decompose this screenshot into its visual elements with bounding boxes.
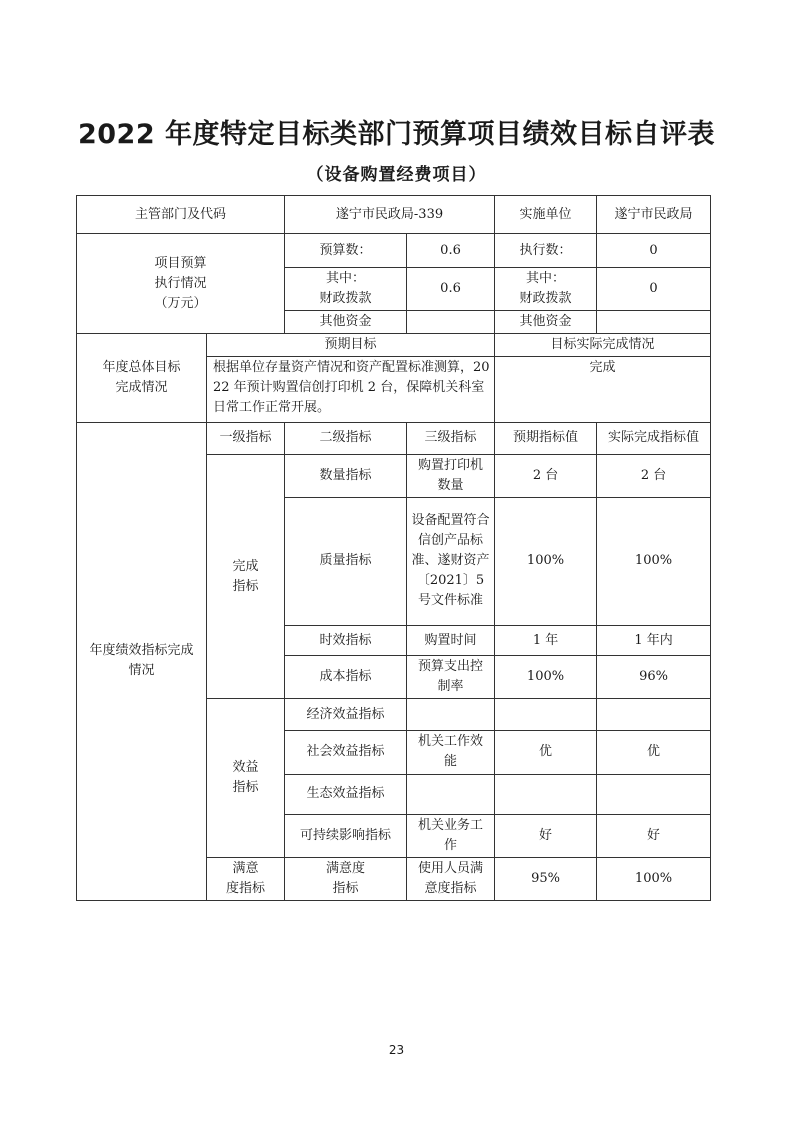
exec-num-value: 0 bbox=[597, 234, 711, 268]
expected-cell: 100% bbox=[495, 497, 597, 625]
performance-label: 年度绩效指标完成 情况 bbox=[77, 422, 207, 900]
level3-cell: 购置时间 bbox=[407, 626, 495, 656]
expected-cell: 好 bbox=[495, 814, 597, 857]
actual-cell: 好 bbox=[597, 814, 711, 857]
expected-cell: 2 台 bbox=[495, 454, 597, 497]
actual-cell: 1 年内 bbox=[597, 626, 711, 656]
dept-value: 遂宁市民政局-339 bbox=[285, 196, 495, 234]
header-level2: 二级指标 bbox=[285, 422, 407, 454]
level3-cell: 设备配置符合信创产品标准、遂财资产〔2021〕5 号文件标准 bbox=[407, 497, 495, 625]
other-exec-label: 其他资金 bbox=[495, 311, 597, 334]
other-budget-value bbox=[407, 311, 495, 334]
level2-cell: 可持续影响指标 bbox=[285, 814, 407, 857]
level2-cell: 满意度 指标 bbox=[285, 857, 407, 900]
level1-benefit: 效益 指标 bbox=[207, 699, 285, 857]
overall-label: 年度总体目标 完成情况 bbox=[77, 334, 207, 422]
budget-num-value: 0.6 bbox=[407, 234, 495, 268]
level2-cell: 时效指标 bbox=[285, 626, 407, 656]
impl-label: 实施单位 bbox=[495, 196, 597, 234]
level3-cell bbox=[407, 774, 495, 814]
level2-cell: 生态效益指标 bbox=[285, 774, 407, 814]
header-expected: 预期指标值 bbox=[495, 422, 597, 454]
level2-cell: 经济效益指标 bbox=[285, 699, 407, 731]
level3-cell: 购置打印机 数量 bbox=[407, 454, 495, 497]
level1-satisfaction: 满意 度指标 bbox=[207, 857, 285, 900]
level2-cell: 社会效益指标 bbox=[285, 731, 407, 774]
budget-num-label: 预算数： bbox=[285, 234, 407, 268]
expected-cell: 95% bbox=[495, 857, 597, 900]
level2-cell: 成本指标 bbox=[285, 656, 407, 699]
actual-cell: 96% bbox=[597, 656, 711, 699]
actual-cell: 100% bbox=[597, 497, 711, 625]
expected-cell: 100% bbox=[495, 656, 597, 699]
table-row bbox=[77, 422, 711, 454]
expected-text: 根据单位存量资产情况和资产配置标准测算，2022 年预计购置信创打印机 2 台，保障机关科室日常工作正常开展。 bbox=[207, 357, 495, 422]
fiscal-label: 其中： 财政拨款 bbox=[285, 268, 407, 311]
dept-label: 主管部门及代码 bbox=[77, 196, 285, 234]
level1-completion: 完成 指标 bbox=[207, 454, 285, 699]
page-number: 23 bbox=[388, 1043, 405, 1057]
table-row bbox=[77, 234, 711, 268]
fiscal-exec-label: 其中： 财政拨款 bbox=[495, 268, 597, 311]
exec-num-label: 执行数： bbox=[495, 234, 597, 268]
other-exec-value bbox=[597, 311, 711, 334]
level3-cell: 机关业务工 作 bbox=[407, 814, 495, 857]
budget-label: 项目预算 执行情况 （万元） bbox=[77, 234, 285, 334]
level2-cell: 质量指标 bbox=[285, 497, 407, 625]
fiscal-exec-value: 0 bbox=[597, 268, 711, 311]
level2-cell: 数量指标 bbox=[285, 454, 407, 497]
expected-cell bbox=[495, 699, 597, 731]
level3-cell: 使用人员满 意度指标 bbox=[407, 857, 495, 900]
impl-value: 遂宁市民政局 bbox=[597, 196, 711, 234]
performance-table bbox=[76, 195, 711, 901]
other-label: 其他资金 bbox=[285, 311, 407, 334]
expected-cell: 1 年 bbox=[495, 626, 597, 656]
level3-cell: 预算支出控 制率 bbox=[407, 656, 495, 699]
actual-cell bbox=[597, 774, 711, 814]
actual-cell: 优 bbox=[597, 731, 711, 774]
expected-cell: 优 bbox=[495, 731, 597, 774]
page-title: 2022 年度特定目标类部门预算项目绩效目标自评表 bbox=[77, 119, 716, 150]
table-row bbox=[77, 334, 711, 357]
header-level1: 一级指标 bbox=[207, 422, 285, 454]
table-row bbox=[77, 196, 711, 234]
expected-cell bbox=[495, 774, 597, 814]
expected-header: 预期目标 bbox=[207, 334, 495, 357]
level3-cell: 机关工作效 能 bbox=[407, 731, 495, 774]
actual-cell: 100% bbox=[597, 857, 711, 900]
level3-cell bbox=[407, 699, 495, 731]
actual-cell bbox=[597, 699, 711, 731]
page-subtitle: （设备购置经费项目） bbox=[306, 165, 487, 185]
header-actual: 实际完成指标值 bbox=[597, 422, 711, 454]
actual-header: 目标实际完成情况 bbox=[495, 334, 711, 357]
actual-text: 完成 bbox=[495, 357, 711, 422]
header-level3: 三级指标 bbox=[407, 422, 495, 454]
actual-cell: 2 台 bbox=[597, 454, 711, 497]
fiscal-budget-value: 0.6 bbox=[407, 268, 495, 311]
